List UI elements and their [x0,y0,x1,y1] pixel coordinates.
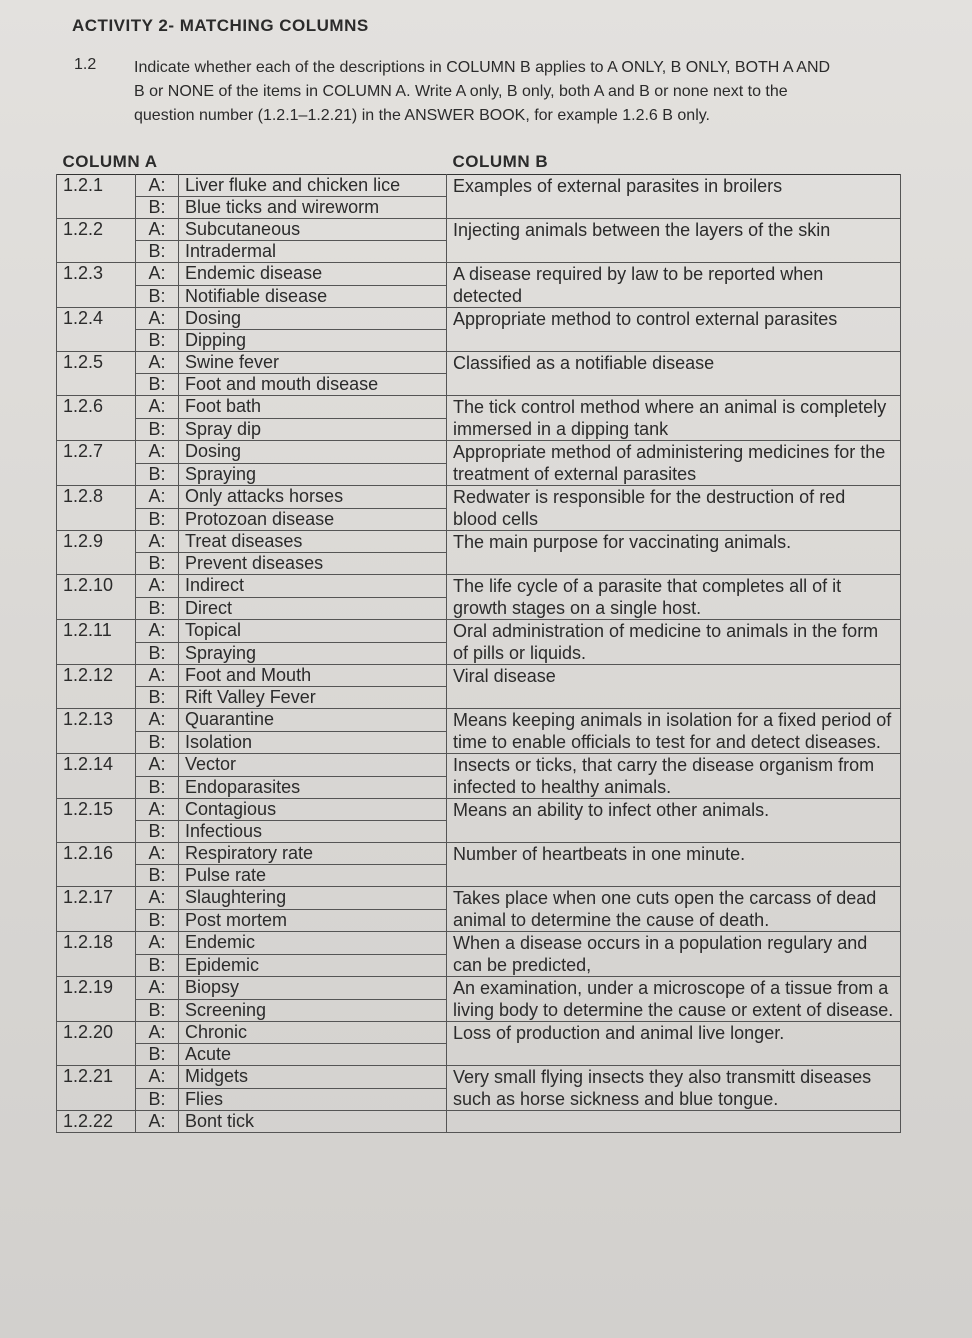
option-b-text: Protozoan disease [179,508,447,531]
option-b-label: B: [136,731,179,754]
option-b-label: B: [136,776,179,799]
option-a-text: Subcutaneous [179,219,447,241]
option-b-label: B: [136,999,179,1022]
option-b-label: B: [136,1088,179,1111]
instructions: Indicate whether each of the descriptions in COLUMN B applies to A ONLY, B ONLY, BOTH A AND B or NONE of the items in COLUMN A. Write A only, B only, both A and B or none next to the question number (1.2.1–1.2.21) in the ANSWER BOOK, for example 1.2.6 B only. [134,59,831,124]
question-number-cell: 1.2.19 [57,977,136,1022]
question-number-cell: 1.2.20 [57,1022,136,1066]
option-b-label: B: [136,642,179,665]
option-b-label: B: [136,285,179,308]
table-row [57,352,901,374]
column-b-description: A disease required by law to be reported when detected [447,263,901,308]
option-a-label: A: [136,1111,179,1133]
option-a-text: Chronic [179,1022,447,1044]
table-row [57,799,901,821]
option-b-text: Spraying [179,463,447,486]
question-number-cell: 1.2.13 [57,709,136,754]
option-b-label: B: [136,865,179,887]
table-row [57,709,901,732]
option-b-text: Prevent diseases [179,553,447,575]
option-a-text: Biopsy [179,977,447,1000]
option-b-label: B: [136,330,179,352]
option-b-label: B: [136,597,179,620]
table-row [57,441,901,464]
column-b-description: Takes place when one cuts open the carcass of dead animal to determine the cause of death. [447,887,901,932]
option-a-label: A: [136,263,179,286]
column-b-description: An examination, under a microscope of a tissue from a living body to determine the cause or extent of disease. [447,977,901,1022]
table-row [57,175,901,197]
table-row [57,486,901,509]
question-number-cell: 1.2.6 [57,396,136,441]
table-row [57,396,901,419]
option-a-text: Foot bath [179,396,447,419]
option-b-text: Direct [179,597,447,620]
option-b-label: B: [136,821,179,843]
column-b-description: The main purpose for vaccinating animals. [447,531,901,575]
option-a-label: A: [136,799,179,821]
question-number-cell: 1.2.2 [57,219,136,263]
option-a-text: Dosing [179,308,447,330]
activity-title: ACTIVITY 2- MATCHING COLUMNS [72,16,369,35]
table-row [57,1066,901,1089]
option-a-label: A: [136,1066,179,1089]
option-b-text: Screening [179,999,447,1022]
option-a-label: A: [136,887,179,910]
question-number-cell: 1.2.14 [57,754,136,799]
option-b-label: B: [136,374,179,396]
option-a-label: A: [136,531,179,553]
table-row [57,932,901,955]
option-b-label: B: [136,687,179,709]
option-a-label: A: [136,486,179,509]
table-row [57,754,901,777]
table-row [57,665,901,687]
column-b-description: Means an ability to infect other animals. [447,799,901,843]
option-b-text: Blue ticks and wireworm [179,197,447,219]
option-a-label: A: [136,352,179,374]
table-body [57,175,901,1133]
question-number-cell: 1.2.8 [57,486,136,531]
option-a-text: Slaughtering [179,887,447,910]
option-a-text: Topical [179,620,447,643]
option-a-label: A: [136,932,179,955]
option-b-label: B: [136,954,179,977]
column-b-description: Classified as a notifiable disease [447,352,901,396]
question-number-cell: 1.2.17 [57,887,136,932]
column-b-description: Viral disease [447,665,901,709]
option-a-text: Vector [179,754,447,777]
question-number: 1.2 [74,56,97,73]
option-a-label: A: [136,441,179,464]
option-a-label: A: [136,575,179,598]
option-b-text: Infectious [179,821,447,843]
option-a-text: Quarantine [179,709,447,732]
option-a-text: Midgets [179,1066,447,1089]
question-number-cell: 1.2.16 [57,843,136,887]
option-a-text: Contagious [179,799,447,821]
option-a-text: Treat diseases [179,531,447,553]
option-a-label: A: [136,709,179,732]
option-a-label: A: [136,977,179,1000]
column-b-description: Appropriate method to control external parasites [447,308,901,352]
question-number-cell: 1.2.12 [57,665,136,709]
column-b-description [447,1111,901,1133]
option-b-text: Isolation [179,731,447,754]
column-b-description: Number of heartbeats in one minute. [447,843,901,887]
matching-table [56,150,901,1133]
option-b-text: Epidemic [179,954,447,977]
option-a-label: A: [136,308,179,330]
option-b-text: Spray dip [179,418,447,441]
option-a-label: A: [136,219,179,241]
question-number-cell: 1.2.10 [57,575,136,620]
table-row [57,1111,901,1133]
column-b-description: The tick control method where an animal is completely immersed in a dipping tank [447,396,901,441]
table-row [57,977,901,1000]
option-a-label: A: [136,396,179,419]
question-number-cell: 1.2.11 [57,620,136,665]
option-a-text: Endemic [179,932,447,955]
column-b-description: Loss of production and animal live longer. [447,1022,901,1066]
column-b-description: Insects or ticks, that carry the disease organism from infected to healthy animals. [447,754,901,799]
option-b-text: Intradermal [179,241,447,263]
question-number-cell: 1.2.1 [57,175,136,219]
option-a-text: Endemic disease [179,263,447,286]
column-b-header: COLUMN B [452,152,549,171]
column-b-description: Examples of external parasites in broilers [447,175,901,219]
option-b-label: B: [136,1044,179,1066]
option-b-text: Foot and mouth disease [179,374,447,396]
option-b-text: Spraying [179,642,447,665]
column-b-description: Very small flying insects they also transmitt diseases such as horse sickness and blue tongue. [447,1066,901,1111]
question-number-cell: 1.2.21 [57,1066,136,1111]
option-a-label: A: [136,665,179,687]
question-number-cell: 1.2.4 [57,308,136,352]
column-b-description: When a disease occurs in a population regulary and can be predicted, [447,932,901,977]
column-b-description: Means keeping animals in isolation for a fixed period of time to enable officials to test for and detect diseases. [447,709,901,754]
option-a-text: Swine fever [179,352,447,374]
option-b-text: Flies [179,1088,447,1111]
option-b-label: B: [136,508,179,531]
option-b-text: Acute [179,1044,447,1066]
option-a-label: A: [136,175,179,197]
option-b-text: Rift Valley Fever [179,687,447,709]
question-number-cell: 1.2.18 [57,932,136,977]
table-row [57,531,901,553]
option-a-text: Bont tick [179,1111,447,1133]
question-number-cell: 1.2.7 [57,441,136,486]
option-a-label: A: [136,1022,179,1044]
option-a-text: Respiratory rate [179,843,447,865]
column-b-description: The life cycle of a parasite that completes all of it growth stages on a single host. [447,575,901,620]
question-number-cell: 1.2.15 [57,799,136,843]
option-b-text: Notifiable disease [179,285,447,308]
table-row [57,1022,901,1044]
table-row [57,308,901,330]
option-b-label: B: [136,909,179,932]
question-number-cell: 1.2.5 [57,352,136,396]
option-a-text: Liver fluke and chicken lice [179,175,447,197]
option-a-text: Foot and Mouth [179,665,447,687]
table-row [57,263,901,286]
column-b-description: Redwater is responsible for the destruction of red blood cells [447,486,901,531]
table-row [57,887,901,910]
option-b-label: B: [136,463,179,486]
option-b-label: B: [136,241,179,263]
table-row [57,219,901,241]
column-a-header: COLUMN A [62,152,158,171]
table-row [57,620,901,643]
option-a-text: Only attacks horses [179,486,447,509]
question-number-cell: 1.2.22 [57,1111,136,1133]
option-a-label: A: [136,620,179,643]
option-a-label: A: [136,754,179,777]
option-b-label: B: [136,553,179,575]
option-a-text: Indirect [179,575,447,598]
column-b-description: Injecting animals between the layers of the skin [447,219,901,263]
option-b-text: Pulse rate [179,865,447,887]
question-number-cell: 1.2.3 [57,263,136,308]
option-a-label: A: [136,843,179,865]
table-row [57,575,901,598]
option-a-text: Dosing [179,441,447,464]
question-number-cell: 1.2.9 [57,531,136,575]
column-b-description: Appropriate method of administering medicines for the treatment of external parasites [447,441,901,486]
option-b-label: B: [136,197,179,219]
column-b-description: Oral administration of medicine to animals in the form of pills or liquids. [447,620,901,665]
table-row [57,843,901,865]
option-b-text: Dipping [179,330,447,352]
option-b-label: B: [136,418,179,441]
option-b-text: Post mortem [179,909,447,932]
option-b-text: Endoparasites [179,776,447,799]
